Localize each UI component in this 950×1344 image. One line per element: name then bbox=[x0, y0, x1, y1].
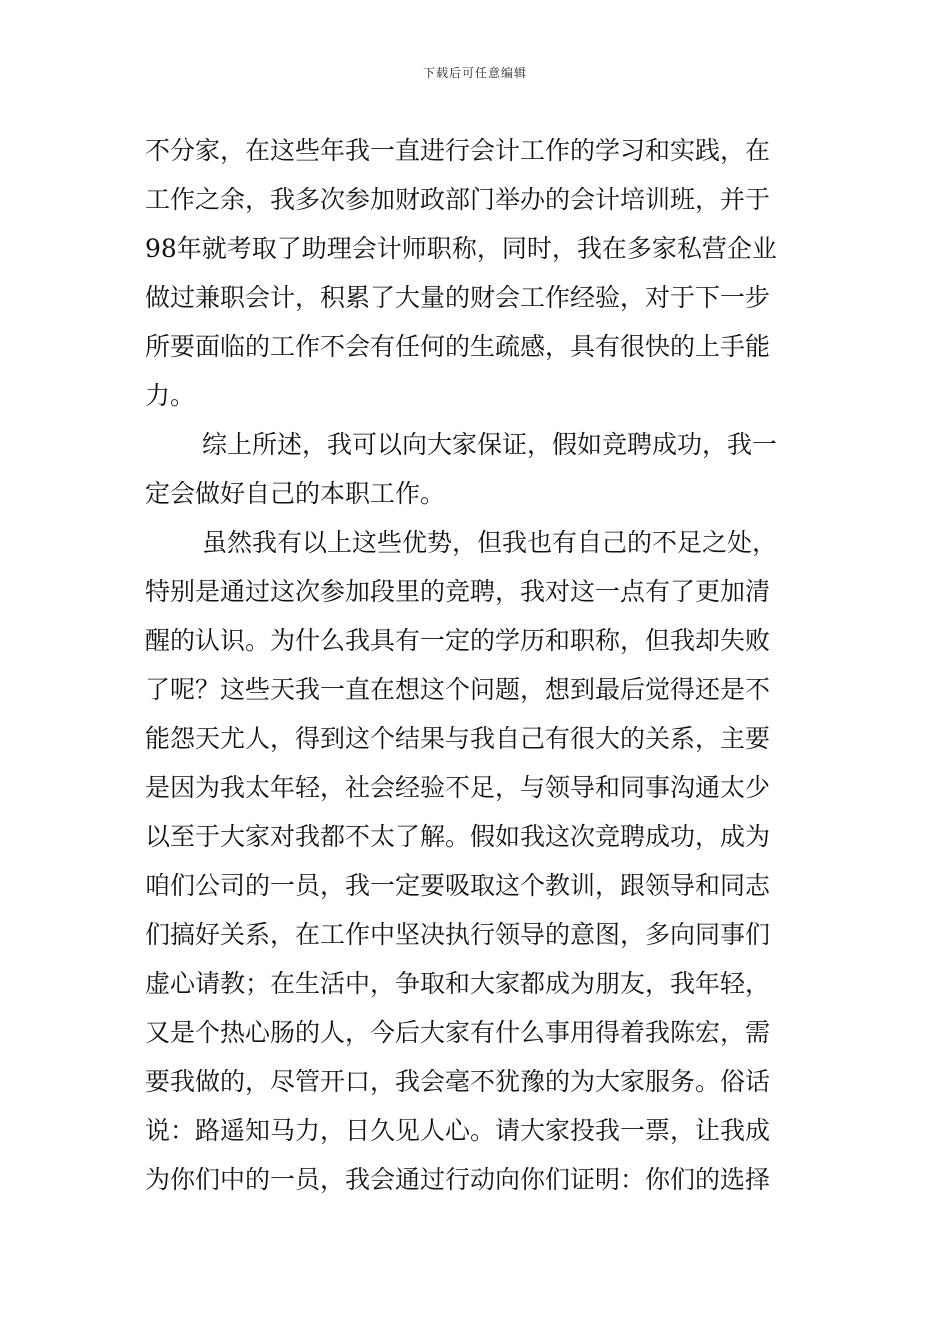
text-line: 工作之余，我多次参加财政部门举办的会计培训班，并于 bbox=[145, 185, 771, 214]
text-line: 不分家，在这些年我一直进行会计工作的学习和实践，在 bbox=[145, 136, 771, 165]
text-line: 要我做的，尽管开口，我会毫不犹豫的为大家服务。俗话 bbox=[145, 1067, 771, 1096]
text-line: 综上所述，我可以向大家保证，假如竞聘成功，我一 bbox=[202, 430, 778, 459]
text-line: 咱们公司的一员，我一定要吸取这个教训，跟领导和同志 bbox=[145, 871, 771, 900]
paragraph-1 bbox=[145, 126, 810, 420]
text-line: 又是个热心肠的人，今后大家有什么事用得着我陈宏，需 bbox=[145, 1018, 771, 1047]
text-line: 定会做好自己的本职工作。 bbox=[145, 479, 446, 508]
paragraph-3 bbox=[145, 518, 810, 1204]
text-line: 为你们中的一员，我会通过行动向你们证明：你们的选择 bbox=[145, 1165, 771, 1194]
text-line: 力。 bbox=[145, 381, 196, 410]
text-line: 了呢？这些天我一直在想这个问题，想到最后觉得还是不 bbox=[145, 675, 771, 704]
text-line: 虽然我有以上这些优势，但我也有自己的不足之处， bbox=[202, 528, 778, 557]
page-header: 下载后可任意编辑 bbox=[422, 66, 527, 80]
text-line: 虚心请教；在生活中，争取和大家都成为朋友，我年轻， bbox=[145, 969, 771, 998]
text-line: 能怨天尤人，得到这个结果与我自己有很大的关系，主要 bbox=[145, 724, 771, 753]
text-line: 做过兼职会计，积累了大量的财会工作经验，对于下一步 bbox=[145, 283, 771, 312]
text-line: 以至于大家对我都不太了解。假如我这次竞聘成功，成为 bbox=[145, 822, 771, 851]
text-line: 说：路遥知马力，日久见人心。请大家投我一票，让我成 bbox=[145, 1116, 771, 1145]
text-line: 98年就考取了助理会计师职称，同时，我在多家私营企业 bbox=[145, 234, 777, 263]
text-line: 醒的认识。为什么我具有一定的学历和职称，但我却失败 bbox=[145, 626, 771, 655]
text-line: 是因为我太年轻，社会经验不足，与领导和同事沟通太少 bbox=[145, 773, 771, 802]
paragraph-2 bbox=[145, 420, 810, 518]
body-text bbox=[145, 126, 810, 1204]
text-line: 特别是通过这次参加段里的竞聘，我对这一点有了更加清 bbox=[145, 577, 771, 606]
text-line: 们搞好关系，在工作中坚决执行领导的意图，多向同事们 bbox=[145, 920, 771, 949]
text-line: 所要面临的工作不会有任何的生疏感，具有很快的上手能 bbox=[145, 332, 771, 361]
